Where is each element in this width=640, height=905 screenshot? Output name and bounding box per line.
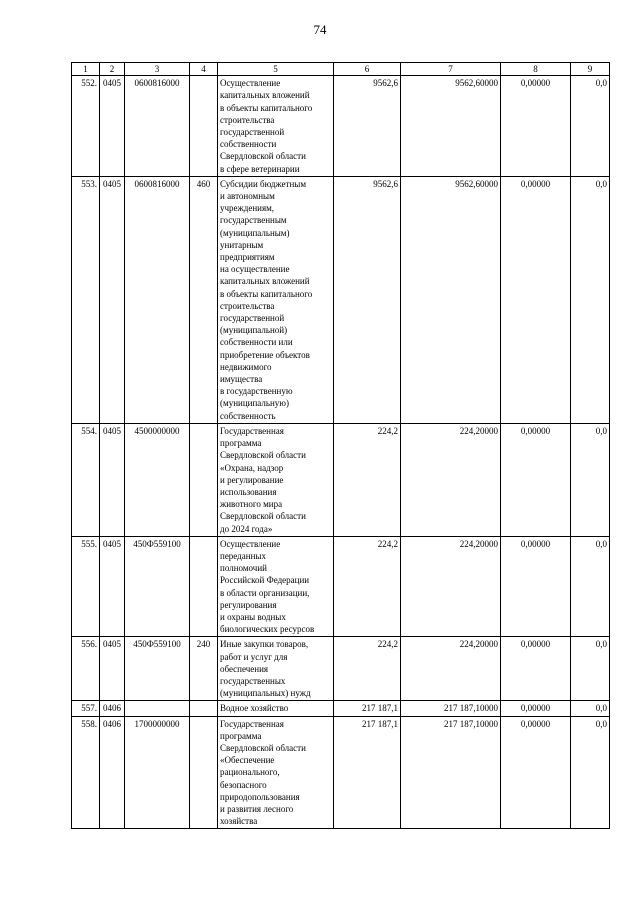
table-row xyxy=(72,536,610,637)
table-row xyxy=(72,637,610,701)
item-name: Субсидии бюджетным и автономным учреждениям, государственным (муниципальным) унитарным предприятиям на осуществление капитальных вложений в объекты капитального строительства государственной (муниципальной) собственности или приобретение объектов недвижимого имущества в государственную (муниципальную) собственность xyxy=(218,176,334,423)
budget-table xyxy=(71,62,610,829)
section-code: 0405 xyxy=(100,423,125,536)
column-8-value: 0,00000 xyxy=(501,716,571,829)
table-row xyxy=(72,76,610,177)
amount-detailed: 217 187,10000 xyxy=(401,701,501,716)
target-code: 450Ф559100 xyxy=(125,637,190,701)
column-9-value: 0,0 xyxy=(571,423,610,536)
amount: 9562,6 xyxy=(334,76,401,177)
page-number: 74 xyxy=(313,22,327,37)
table-row xyxy=(72,176,610,423)
row-number: 557. xyxy=(72,701,100,716)
target-code: 1700000000 xyxy=(125,716,190,829)
item-name: Осуществление переданных полномочий Российской Федерации в области организации, регулирования и охраны водных биологических ресурсов xyxy=(218,536,334,637)
target-code: 4500000000 xyxy=(125,423,190,536)
amount-detailed: 217 187,10000 xyxy=(401,716,501,829)
row-number: 552. xyxy=(72,76,100,177)
row-number: 558. xyxy=(72,716,100,829)
header-row xyxy=(72,63,610,76)
column-9-value: 0,0 xyxy=(571,637,610,701)
column-header: 8 xyxy=(501,63,571,76)
amount-detailed: 224,20000 xyxy=(401,423,501,536)
column-9-value: 0,0 xyxy=(571,701,610,716)
expense-type xyxy=(190,716,218,829)
column-9-value: 0,0 xyxy=(571,716,610,829)
column-9-value: 0,0 xyxy=(571,176,610,423)
column-9-value: 0,0 xyxy=(571,76,610,177)
item-name: Государственная программа Свердловской области «Охрана, надзор и регулирование использования животного мира Свердловской области до 2024 года» xyxy=(218,423,334,536)
row-number: 553. xyxy=(72,176,100,423)
item-name: Осуществление капитальных вложений в объекты капитального строительства государственной собственности Свердловской области в сфере ветеринарии xyxy=(218,76,334,177)
section-code: 0406 xyxy=(100,716,125,829)
expense-type xyxy=(190,701,218,716)
row-number: 556. xyxy=(72,637,100,701)
expense-type xyxy=(190,423,218,536)
table-row xyxy=(72,701,610,716)
column-header: 2 xyxy=(100,63,125,76)
row-number: 555. xyxy=(72,536,100,637)
column-8-value: 0,00000 xyxy=(501,76,571,177)
column-8-value: 0,00000 xyxy=(501,423,571,536)
amount-detailed: 9562,60000 xyxy=(401,76,501,177)
column-header: 9 xyxy=(571,63,610,76)
column-header: 4 xyxy=(190,63,218,76)
table-row xyxy=(72,716,610,829)
section-code: 0406 xyxy=(100,701,125,716)
column-header: 5 xyxy=(218,63,334,76)
row-number: 554. xyxy=(72,423,100,536)
target-code: 0600816000 xyxy=(125,176,190,423)
item-name: Водное хозяйство xyxy=(218,701,334,716)
amount: 224,2 xyxy=(334,423,401,536)
table-row xyxy=(72,423,610,536)
section-code: 0405 xyxy=(100,536,125,637)
item-name: Иные закупки товаров, работ и услуг для обеспечения государственных (муниципальных) нужд xyxy=(218,637,334,701)
amount: 224,2 xyxy=(334,637,401,701)
expense-type xyxy=(190,76,218,177)
column-8-value: 0,00000 xyxy=(501,637,571,701)
expense-type xyxy=(190,536,218,637)
column-8-value: 0,00000 xyxy=(501,176,571,423)
column-9-value: 0,0 xyxy=(571,536,610,637)
section-code: 0405 xyxy=(100,76,125,177)
column-8-value: 0,00000 xyxy=(501,536,571,637)
amount: 224,2 xyxy=(334,536,401,637)
amount-detailed: 224,20000 xyxy=(401,536,501,637)
expense-type: 460 xyxy=(190,176,218,423)
expense-type: 240 xyxy=(190,637,218,701)
amount: 9562,6 xyxy=(334,176,401,423)
item-name: Государственная программа Свердловской области «Обеспечение рационального, безопасного природопользования и развития лесного хозяйства xyxy=(218,716,334,829)
target-code: 450Ф559100 xyxy=(125,536,190,637)
amount: 217 187,1 xyxy=(334,716,401,829)
target-code: 0600816000 xyxy=(125,76,190,177)
section-code: 0405 xyxy=(100,176,125,423)
section-code: 0405 xyxy=(100,637,125,701)
column-header: 1 xyxy=(72,63,100,76)
amount-detailed: 224,20000 xyxy=(401,637,501,701)
amount: 217 187,1 xyxy=(334,701,401,716)
amount-detailed: 9562,60000 xyxy=(401,176,501,423)
column-header: 7 xyxy=(401,63,501,76)
column-header: 6 xyxy=(334,63,401,76)
column-header: 3 xyxy=(125,63,190,76)
column-8-value: 0,00000 xyxy=(501,701,571,716)
target-code xyxy=(125,701,190,716)
